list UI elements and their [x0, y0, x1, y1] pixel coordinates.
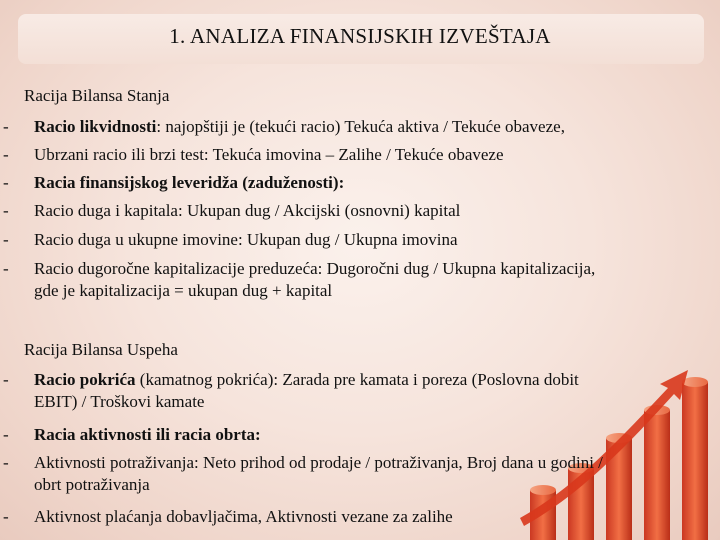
item-continuation: obrt potraživanja [34, 475, 150, 494]
bullet-dash: - [3, 201, 9, 220]
item-text: : najopštiji je (tekući racio) Tekuća aktiva / Tekuće obaveze, [156, 117, 565, 136]
slide-title: 1. ANALIZA FINANSIJSKIH IZVEŠTAJA [169, 24, 551, 48]
item-text: Racio dugoročne kapitalizacije preduzeća: Dugoročni dug / Ukupna kapitalizacija, [34, 259, 596, 278]
item-text: Racio duga i kapitala: Ukupan dug / Akcijski (osnovni) kapital [34, 201, 461, 220]
bullet-dash: - [3, 425, 9, 444]
item-bold-text: Racia finansijskog leveridža (zaduženosti): [34, 173, 345, 192]
item-bold-text: Racio likvidnosti [34, 117, 157, 136]
bullet-dash: - [3, 230, 9, 249]
bullet-dash: - [3, 145, 9, 164]
item-text: (kamatnog pokrića): Zarada pre kamata i poreza (Poslovna dobit [135, 370, 579, 389]
section-heading-bilans-stanja: Racija Bilansa Stanja [24, 86, 170, 105]
item-continuation: gde je kapitalizacija = ukupan dug + kapital [34, 281, 333, 300]
item-text: Aktivnost plaćanja dobavljačima, Aktivnosti vezane za zalihe [34, 507, 453, 526]
bullet-dash: - [3, 259, 9, 278]
bullet-dash: - [3, 453, 9, 472]
item-text: Racio duga u ukupne imovine: Ukupan dug / Ukupna imovina [34, 230, 458, 249]
item-text: Ubrzani racio ili brzi test: Tekuća imovina – Zalihe / Tekuće obaveze [34, 145, 504, 164]
bullet-dash: - [3, 173, 9, 192]
bullet-dash: - [3, 370, 9, 389]
item-text: Aktivnosti potraživanja: Neto prihod od prodaje / potraživanja, Broj dana u godini / [34, 453, 603, 472]
section-heading-bilans-uspeha: Racija Bilansa Uspeha [24, 340, 178, 359]
item-bold-text: Racia aktivnosti ili racia obrta: [34, 425, 261, 444]
bullet-dash: - [3, 117, 9, 136]
item-continuation: EBIT) / Troškovi kamate [34, 392, 205, 411]
bullet-dash: - [3, 507, 9, 526]
item-bold-text: Racio pokrića [34, 370, 136, 389]
